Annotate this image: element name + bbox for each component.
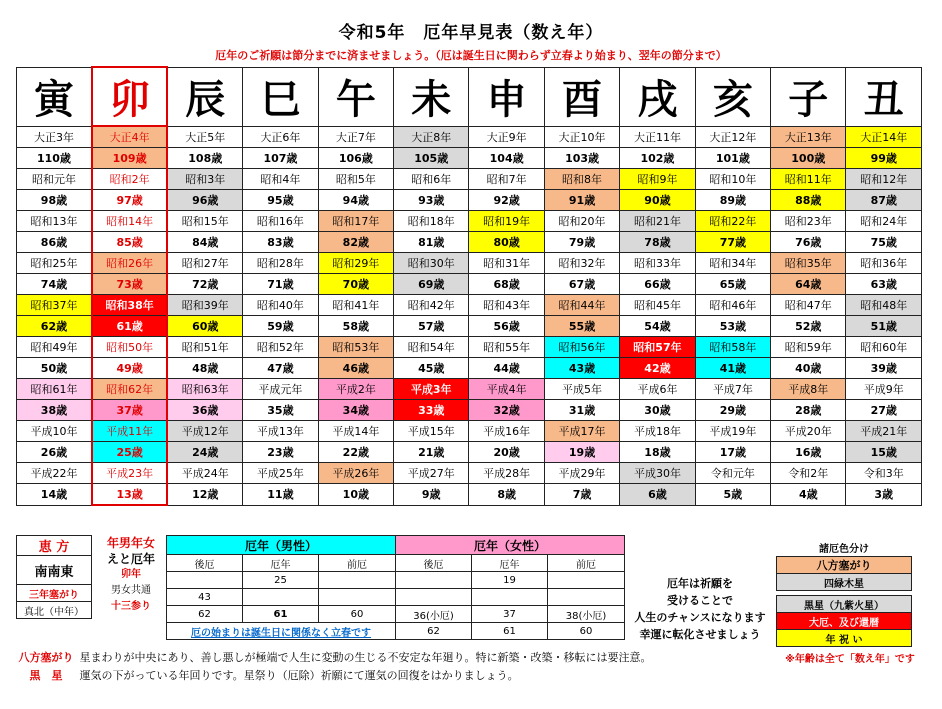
age-cell: 101歳 <box>695 148 770 169</box>
note-start: 厄の始まりは誕生日に関係なく立春です <box>167 623 396 640</box>
female-r4-after: 62 <box>396 623 472 640</box>
age-cell: 75歳 <box>846 232 922 253</box>
age-cell: 49歳 <box>92 358 167 379</box>
age-cell: 82歳 <box>318 232 393 253</box>
era-cell: 平成4年 <box>469 379 544 400</box>
age-cell: 87歳 <box>846 190 922 211</box>
era-cell: 大正10年 <box>544 126 619 148</box>
era-cell: 昭和19年 <box>469 211 544 232</box>
age-cell: 67歳 <box>544 274 619 295</box>
age-cell: 44歳 <box>469 358 544 379</box>
era-cell: 昭和10年 <box>695 169 770 190</box>
age-cell: 16歳 <box>771 442 846 463</box>
era-cell: 昭和20年 <box>544 211 619 232</box>
age-cell: 62歳 <box>17 316 92 337</box>
age-cell: 107歳 <box>243 148 318 169</box>
age-cell: 43歳 <box>544 358 619 379</box>
era-cell: 昭和51年 <box>167 337 242 358</box>
era-cell: 大正12年 <box>695 126 770 148</box>
age-cell: 37歳 <box>92 400 167 421</box>
age-cell: 61歳 <box>92 316 167 337</box>
age-cell: 45歳 <box>394 358 469 379</box>
age-cell: 50歳 <box>17 358 92 379</box>
age-cell: 77歳 <box>695 232 770 253</box>
zodiac-header: 未 <box>394 67 469 126</box>
age-cell: 20歳 <box>469 442 544 463</box>
male-r3-after: 62 <box>167 606 243 623</box>
age-cell: 10歳 <box>318 484 393 506</box>
era-cell: 昭和16年 <box>243 211 318 232</box>
age-cell: 18歳 <box>620 442 695 463</box>
age-cell: 17歳 <box>695 442 770 463</box>
era-cell: 昭和60年 <box>846 337 922 358</box>
age-cell: 42歳 <box>620 358 695 379</box>
age-cell: 14歳 <box>17 484 92 506</box>
nenkou-row2: 男女共通 <box>111 585 151 596</box>
era-cell: 平成12年 <box>167 421 242 442</box>
age-cell: 110歳 <box>17 148 92 169</box>
nenkou-row1: 卯年 <box>121 569 141 580</box>
yakudoshi-age-table <box>166 535 625 640</box>
age-cell: 32歳 <box>469 400 544 421</box>
era-cell: 昭和52年 <box>243 337 318 358</box>
era-cell: 大正6年 <box>243 126 318 148</box>
age-cell: 11歳 <box>243 484 318 506</box>
era-cell: 昭和55年 <box>469 337 544 358</box>
era-cell: 昭和31年 <box>469 253 544 274</box>
era-cell: 令和元年 <box>695 463 770 484</box>
era-cell: 昭和42年 <box>394 295 469 316</box>
age-cell: 64歳 <box>771 274 846 295</box>
footer-text: 運気の下がっている年回りです。星祭り（厄除）祈願にて運気の回復をはかりましょう。 <box>79 669 519 682</box>
age-cell: 6歳 <box>620 484 695 506</box>
message-line: 人生のチャンスになります <box>634 611 766 624</box>
female-r4-main: 61 <box>472 623 548 640</box>
era-cell: 平成15年 <box>394 421 469 442</box>
age-cell: 95歳 <box>243 190 318 211</box>
age-cell: 8歳 <box>469 484 544 506</box>
era-cell: 昭和13年 <box>17 211 92 232</box>
legend-box <box>776 540 912 647</box>
age-cell: 36歳 <box>167 400 242 421</box>
footer-label: 黒 星 <box>29 669 63 682</box>
footer-kuroboshi <box>16 667 519 683</box>
era-cell: 昭和27年 <box>167 253 242 274</box>
age-cell: 79歳 <box>544 232 619 253</box>
era-cell: 昭和6年 <box>394 169 469 190</box>
male-col-before: 前厄 <box>319 555 396 572</box>
era-cell: 大正8年 <box>394 126 469 148</box>
male-r3-main: 61 <box>243 606 319 623</box>
era-cell: 昭和3年 <box>167 169 242 190</box>
female-col-main: 厄年 <box>472 555 548 572</box>
message-line: 受けることで <box>667 594 733 607</box>
age-cell: 81歳 <box>394 232 469 253</box>
era-cell: 昭和25年 <box>17 253 92 274</box>
era-cell: 平成5年 <box>544 379 619 400</box>
zodiac-header: 子 <box>771 67 846 126</box>
male-main-age: 25 <box>243 572 319 589</box>
era-cell: 平成8年 <box>771 379 846 400</box>
era-cell: 昭和29年 <box>318 253 393 274</box>
zodiac-header: 寅 <box>17 67 92 126</box>
age-cell: 28歳 <box>771 400 846 421</box>
era-cell: 平成6年 <box>620 379 695 400</box>
age-cell: 76歳 <box>771 232 846 253</box>
era-cell: 昭和36年 <box>846 253 922 274</box>
age-cell: 35歳 <box>243 400 318 421</box>
footer-text: 星まわりが中央にあり、善し悪しが極端で人生に変動の生じる不安定な年廻り。特に新築・改築・移転には要注意。 <box>79 651 652 664</box>
era-cell: 昭和44年 <box>544 295 619 316</box>
age-cell: 31歳 <box>544 400 619 421</box>
age-cell: 60歳 <box>167 316 242 337</box>
age-cell: 33歳 <box>394 400 469 421</box>
age-cell: 7歳 <box>544 484 619 506</box>
male-col-after: 後厄 <box>167 555 243 572</box>
era-cell: 昭和47年 <box>771 295 846 316</box>
era-cell: 平成22年 <box>17 463 92 484</box>
legend-title: 諸厄色分け <box>819 544 869 555</box>
era-cell: 昭和38年 <box>92 295 167 316</box>
age-cell: 88歳 <box>771 190 846 211</box>
age-cell: 80歳 <box>469 232 544 253</box>
era-cell: 昭和8年 <box>544 169 619 190</box>
female-col-after: 後厄 <box>396 555 472 572</box>
zodiac-header: 巳 <box>243 67 318 126</box>
age-cell: 55歳 <box>544 316 619 337</box>
era-cell: 昭和54年 <box>394 337 469 358</box>
era-cell: 昭和48年 <box>846 295 922 316</box>
nenkou-box <box>96 535 166 615</box>
era-cell: 昭和21年 <box>620 211 695 232</box>
female-r3-before: 38(小厄) <box>548 606 625 623</box>
era-cell: 平成29年 <box>544 463 619 484</box>
era-cell: 平成2年 <box>318 379 393 400</box>
age-cell: 39歳 <box>846 358 922 379</box>
era-cell: 昭和7年 <box>469 169 544 190</box>
age-cell: 46歳 <box>318 358 393 379</box>
age-cell: 102歳 <box>620 148 695 169</box>
era-cell: 大正14年 <box>846 126 922 148</box>
age-cell: 73歳 <box>92 274 167 295</box>
era-cell: 大正9年 <box>469 126 544 148</box>
yakudoshi-table <box>16 66 922 506</box>
zodiac-header: 申 <box>469 67 544 126</box>
age-cell: 48歳 <box>167 358 242 379</box>
age-cell: 83歳 <box>243 232 318 253</box>
footer-label: 八方塞がり <box>18 651 74 664</box>
age-cell: 30歳 <box>620 400 695 421</box>
age-cell: 13歳 <box>92 484 167 506</box>
era-cell: 大正5年 <box>167 126 242 148</box>
era-cell: 大正7年 <box>318 126 393 148</box>
female-r3-main: 37 <box>472 606 548 623</box>
era-cell: 平成21年 <box>846 421 922 442</box>
age-cell: 103歳 <box>544 148 619 169</box>
age-cell: 104歳 <box>469 148 544 169</box>
message-line: 幸運に転化させましょう <box>639 628 761 641</box>
era-cell: 平成11年 <box>92 421 167 442</box>
era-cell: 平成26年 <box>318 463 393 484</box>
page-subtitle: 厄年のご祈願は節分までに済ませましょう。（厄は誕生日に関わらず立春より始まり、翌年の節分まで） <box>215 49 727 62</box>
era-cell: 大正13年 <box>771 126 846 148</box>
zodiac-header: 戌 <box>620 67 695 126</box>
era-cell: 昭和11年 <box>771 169 846 190</box>
zodiac-header: 卯 <box>92 67 167 126</box>
era-cell: 昭和24年 <box>846 211 922 232</box>
era-cell: 昭和5年 <box>318 169 393 190</box>
age-cell: 40歳 <box>771 358 846 379</box>
page-title: 令和5年 厄年早見表（数え年） <box>338 23 604 43</box>
age-cell: 19歳 <box>544 442 619 463</box>
age-cell: 38歳 <box>17 400 92 421</box>
zodiac-header: 丑 <box>846 67 922 126</box>
nenkou-h2: えと厄年 <box>106 552 155 566</box>
age-cell: 78歳 <box>620 232 695 253</box>
age-cell: 4歳 <box>771 484 846 506</box>
age-cell: 66歳 <box>620 274 695 295</box>
era-cell: 昭和58年 <box>695 337 770 358</box>
zodiac-header: 午 <box>318 67 393 126</box>
legend-item-taiyaku: 大厄、及び還暦 <box>777 613 912 630</box>
legend-item-shiroku: 四緑木星 <box>777 574 912 591</box>
era-cell: 昭和57年 <box>620 337 695 358</box>
age-cell: 86歳 <box>17 232 92 253</box>
era-cell: 平成25年 <box>243 463 318 484</box>
age-cell: 3歳 <box>846 484 922 506</box>
era-cell: 昭和53年 <box>318 337 393 358</box>
era-cell: 平成13年 <box>243 421 318 442</box>
age-cell: 85歳 <box>92 232 167 253</box>
footer-happou <box>16 649 652 665</box>
era-cell: 昭和46年 <box>695 295 770 316</box>
male-r3-before: 60 <box>319 606 396 623</box>
era-cell: 平成20年 <box>771 421 846 442</box>
sanne-value: 真北（中年） <box>17 602 92 619</box>
zodiac-header: 酉 <box>544 67 619 126</box>
age-cell: 93歳 <box>394 190 469 211</box>
era-cell: 昭和17年 <box>318 211 393 232</box>
era-cell: 昭和30年 <box>394 253 469 274</box>
age-cell: 92歳 <box>469 190 544 211</box>
message-box <box>626 575 774 643</box>
era-cell: 平成30年 <box>620 463 695 484</box>
era-cell: 昭和2年 <box>92 169 167 190</box>
age-cell: 72歳 <box>167 274 242 295</box>
age-cell: 24歳 <box>167 442 242 463</box>
era-cell: 昭和18年 <box>394 211 469 232</box>
era-cell: 昭和28年 <box>243 253 318 274</box>
era-cell: 昭和61年 <box>17 379 92 400</box>
age-cell: 106歳 <box>318 148 393 169</box>
era-cell: 昭和39年 <box>167 295 242 316</box>
era-cell: 昭和22年 <box>695 211 770 232</box>
era-cell: 平成17年 <box>544 421 619 442</box>
age-cell: 29歳 <box>695 400 770 421</box>
era-cell: 昭和35年 <box>771 253 846 274</box>
era-cell: 平成16年 <box>469 421 544 442</box>
era-cell: 昭和50年 <box>92 337 167 358</box>
age-cell: 52歳 <box>771 316 846 337</box>
age-cell: 98歳 <box>17 190 92 211</box>
direction-label: 恵 方 <box>17 536 92 556</box>
age-cell: 15歳 <box>846 442 922 463</box>
message-line: 厄年は祈願を <box>667 577 733 590</box>
era-cell: 大正3年 <box>17 126 92 148</box>
era-cell: 平成14年 <box>318 421 393 442</box>
era-cell: 昭和33年 <box>620 253 695 274</box>
age-cell: 25歳 <box>92 442 167 463</box>
age-cell: 68歳 <box>469 274 544 295</box>
era-cell: 昭和40年 <box>243 295 318 316</box>
direction-value: 南南東 <box>17 556 92 585</box>
era-cell: 平成元年 <box>243 379 318 400</box>
era-cell: 昭和63年 <box>167 379 242 400</box>
era-cell: 平成23年 <box>92 463 167 484</box>
era-cell: 平成19年 <box>695 421 770 442</box>
age-cell: 63歳 <box>846 274 922 295</box>
age-cell: 21歳 <box>394 442 469 463</box>
age-cell: 5歳 <box>695 484 770 506</box>
age-cell: 23歳 <box>243 442 318 463</box>
age-cell: 47歳 <box>243 358 318 379</box>
era-cell: 令和2年 <box>771 463 846 484</box>
era-cell: 平成28年 <box>469 463 544 484</box>
age-cell: 70歳 <box>318 274 393 295</box>
age-cell: 9歳 <box>394 484 469 506</box>
age-cell: 59歳 <box>243 316 318 337</box>
male-r2-after: 43 <box>167 589 243 606</box>
age-note: ※年齢は全て「数え年」です <box>785 654 915 665</box>
legend-item-kuroboshi: 黒星（九紫火星） <box>777 596 912 613</box>
era-cell: 平成10年 <box>17 421 92 442</box>
age-cell: 105歳 <box>394 148 469 169</box>
age-cell: 12歳 <box>167 484 242 506</box>
female-main-age: 19 <box>472 572 548 589</box>
era-cell: 平成24年 <box>167 463 242 484</box>
nenkou-h1: 年男年女 <box>106 536 155 550</box>
era-cell: 昭和59年 <box>771 337 846 358</box>
female-col-before: 前厄 <box>548 555 625 572</box>
age-cell: 69歳 <box>394 274 469 295</box>
era-cell: 平成18年 <box>620 421 695 442</box>
era-cell: 昭和45年 <box>620 295 695 316</box>
age-cell: 27歳 <box>846 400 922 421</box>
era-cell: 昭和37年 <box>17 295 92 316</box>
age-cell: 22歳 <box>318 442 393 463</box>
female-r3-after: 36(小厄) <box>396 606 472 623</box>
male-header: 厄年（男性） <box>167 536 396 555</box>
age-cell: 89歳 <box>695 190 770 211</box>
age-cell: 74歳 <box>17 274 92 295</box>
era-cell: 昭和23年 <box>771 211 846 232</box>
age-cell: 58歳 <box>318 316 393 337</box>
legend-item-happou: 八方塞がり <box>777 557 912 574</box>
nenkou-row3: 十三参り <box>111 601 151 612</box>
era-cell: 平成3年 <box>394 379 469 400</box>
era-cell: 平成9年 <box>846 379 922 400</box>
age-cell: 90歳 <box>620 190 695 211</box>
age-cell: 71歳 <box>243 274 318 295</box>
era-cell: 昭和26年 <box>92 253 167 274</box>
era-cell: 昭和12年 <box>846 169 922 190</box>
era-cell: 昭和34年 <box>695 253 770 274</box>
age-cell: 56歳 <box>469 316 544 337</box>
zodiac-header: 亥 <box>695 67 770 126</box>
era-cell: 令和3年 <box>846 463 922 484</box>
era-cell: 昭和43年 <box>469 295 544 316</box>
age-cell: 99歳 <box>846 148 922 169</box>
age-cell: 109歳 <box>92 148 167 169</box>
era-cell: 平成27年 <box>394 463 469 484</box>
age-cell: 34歳 <box>318 400 393 421</box>
era-cell: 大正11年 <box>620 126 695 148</box>
age-cell: 94歳 <box>318 190 393 211</box>
age-cell: 100歳 <box>771 148 846 169</box>
age-cell: 51歳 <box>846 316 922 337</box>
direction-box <box>16 535 92 619</box>
female-header: 厄年（女性） <box>396 536 625 555</box>
era-cell: 昭和49年 <box>17 337 92 358</box>
era-cell: 昭和元年 <box>17 169 92 190</box>
age-cell: 96歳 <box>167 190 242 211</box>
age-cell: 84歳 <box>167 232 242 253</box>
era-cell: 昭和32年 <box>544 253 619 274</box>
age-cell: 41歳 <box>695 358 770 379</box>
era-cell: 昭和62年 <box>92 379 167 400</box>
age-cell: 108歳 <box>167 148 242 169</box>
era-cell: 昭和41年 <box>318 295 393 316</box>
age-cell: 97歳 <box>92 190 167 211</box>
age-cell: 65歳 <box>695 274 770 295</box>
era-cell: 昭和4年 <box>243 169 318 190</box>
age-cell: 53歳 <box>695 316 770 337</box>
era-cell: 平成7年 <box>695 379 770 400</box>
age-cell: 54歳 <box>620 316 695 337</box>
zodiac-header: 辰 <box>167 67 242 126</box>
female-r4-before: 60 <box>548 623 625 640</box>
age-cell: 91歳 <box>544 190 619 211</box>
age-cell: 57歳 <box>394 316 469 337</box>
era-cell: 昭和56年 <box>544 337 619 358</box>
age-cell: 26歳 <box>17 442 92 463</box>
era-cell: 昭和9年 <box>620 169 695 190</box>
legend-item-iwai: 年 祝 い <box>777 630 912 647</box>
male-col-main: 厄年 <box>243 555 319 572</box>
era-cell: 大正4年 <box>92 126 167 148</box>
sanne-label: 三年塞がり <box>17 585 92 602</box>
era-cell: 昭和15年 <box>167 211 242 232</box>
era-cell: 昭和14年 <box>92 211 167 232</box>
